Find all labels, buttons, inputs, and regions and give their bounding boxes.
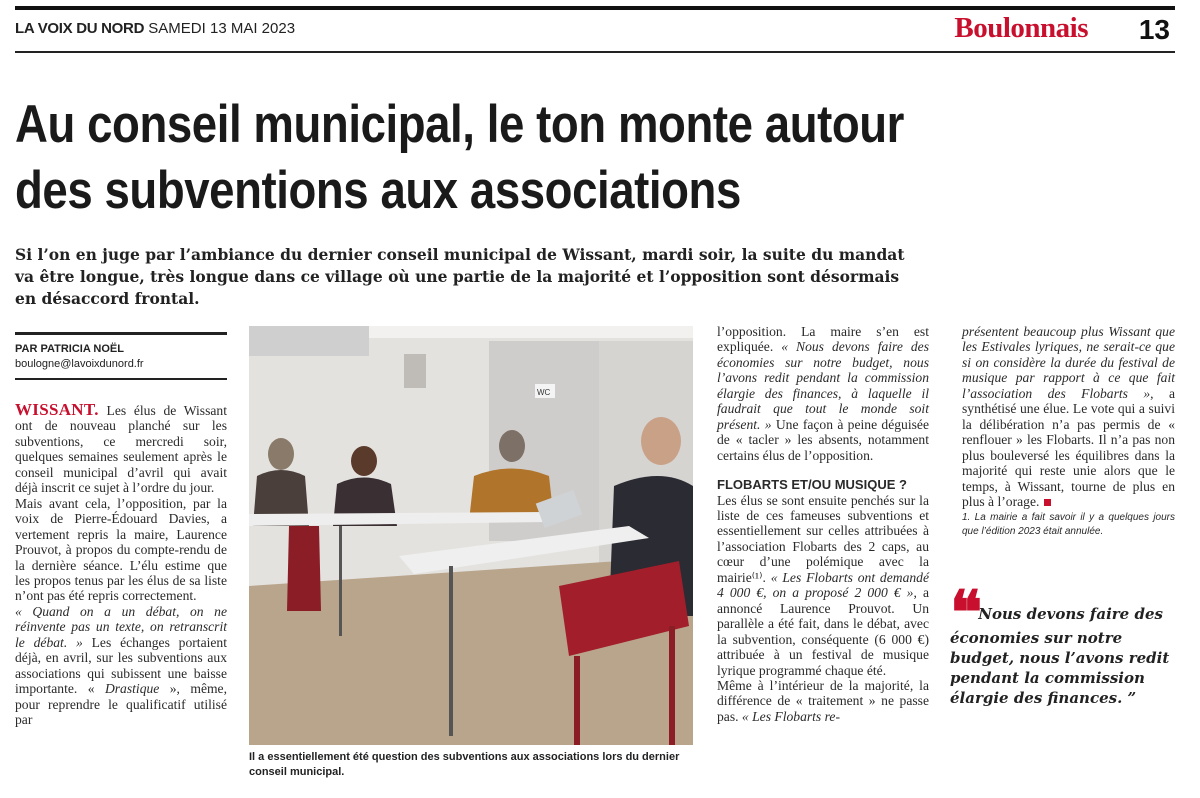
section-title: Boulonnais — [954, 12, 1088, 44]
quoted-text: Drastique — [94, 681, 170, 697]
quote-mark-icon: ❝ — [950, 578, 977, 648]
byline — [15, 342, 144, 372]
article-column-3 — [717, 324, 929, 724]
wc-sign: WC — [537, 388, 551, 397]
article-paragraph — [15, 402, 227, 496]
body-text: », même, pour reprendre le qualificatif utilisé par — [15, 681, 227, 728]
masthead — [15, 20, 295, 37]
article-column-1 — [15, 402, 227, 728]
page-number: 13 — [1138, 14, 1170, 45]
end-mark-icon — [1044, 499, 1051, 506]
quoted-text: « Les Flobarts re- — [741, 708, 840, 724]
body-text: , a synthétisé une élue. Le vote qui a suivi la délibération n’a pas permis de « renflouer » les Flobarts. Il n’a pas non plus bouleversé les équilibres dans la majorité qui reste unie alors que le temps, à Wissant, tourne de plus en plus à l’orage. — [962, 385, 1175, 509]
quoted-text: « Les Flobarts ont demandé 4 000 €, on a proposé 2 000 € » — [717, 569, 930, 601]
body-text: Les échanges portaient déjà, en avril, sur les subventions aux associations qui subissent une baisse importante. « — [15, 634, 227, 697]
pull-quote — [950, 578, 1175, 708]
article-paragraph — [717, 678, 929, 724]
body-text: Une façon à peine déguisée de « tacler » les absents, notamment certains élus de l’opposition. — [717, 416, 929, 463]
body-text: , a annoncé Laurence Prouvot. Un parallèle a été fait, dans le débat, avec la subvention, conséquente (6 000 €) attribuée à un festival de musique lyrique programmé chaque été. — [717, 585, 929, 678]
article-paragraph — [15, 496, 227, 604]
article-photo — [249, 326, 693, 745]
body-text: Mais avant cela, l’opposition, par la voix de Pierre-Édouard Davies, a vertement repris la maire, Laurence Prouvot, à propos du compte-rendu de la dernière séance. L’élu estime que les propos tenus par les élus de sa liste n’ont pas été repris correctement. — [15, 495, 227, 604]
dateline: WISSANT. — [15, 400, 99, 419]
body-text: l’opposition. La maire s’en est expliquée. — [717, 324, 929, 355]
article-paragraph — [717, 324, 929, 463]
author-email: boulogne@lavoixdunord.fr — [15, 358, 144, 370]
pull-quote-text: Nous devons faire des économies sur notre budget, nous l’avons redit pendant la commission élargie des finances. — [950, 605, 1170, 707]
paper-name: LA VOIX DU NORD — [15, 20, 145, 37]
quote-close: ” — [1127, 689, 1137, 707]
article-paragraph — [962, 324, 1175, 509]
top-rule — [15, 6, 1175, 10]
quoted-text: « Nous devons faire des économies sur notre budget, nous l’avons redit pendant la commission élargie des finances, à laquelle il faudrait que tout le monde soit présent. » — [717, 339, 929, 432]
body-text: Même à l’intérieur de la majorité, la différence de « traitement » ne passe pas. — [717, 677, 929, 724]
article-column-4 — [962, 324, 1175, 539]
subheading: FLOBARTS ET/OU MUSIQUE ? — [717, 477, 907, 493]
article-paragraph — [717, 493, 929, 678]
lead-paragraph: Si l’on en juge par l’ambiance du dernier conseil municipal de Wissant, mardi soir, la suite du mandat va être longue, très longue dans ce village où une partie de la majorité et l’opposition sont désormais en désaccord frontal. — [15, 245, 905, 308]
issue-date: SAMEDI 13 MAI 2023 — [148, 20, 296, 37]
quoted-text: présentent beaucoup plus Wissant que les Estivales lyriques, ne serait-ce que si on considère la durée du festival de musique par rapport à ce que fait l’association des Flobarts » — [962, 324, 1175, 401]
byline-rule — [15, 378, 227, 380]
headline — [15, 92, 1047, 224]
article-paragraph — [15, 604, 227, 728]
header-rule — [15, 51, 1175, 53]
body-text: Les élus se sont ensuite penchés sur la liste de ces fameuses subventions et essentiellement sur celles attribuées à l’association Flobarts des 2 caps, au cœur d’une polémique avec la mairie⁽¹⁾. — [717, 492, 929, 585]
body-text: Les élus de Wissant ont de nouveau planché sur les subventions, ce mercredi soir, quelques semaines seulement après le conseil municipal d’avril qui avait déjà inscrit ce sujet à l’ordre du jour. — [15, 403, 227, 496]
headline-line-2: des subventions aux associations — [15, 161, 741, 220]
photo-caption: Il a essentiellement été question des subventions aux associations lors du dernier conseil municipal. — [249, 751, 680, 778]
footnote: 1. La mairie a fait savoir il y a quelques jours que l’édition 2023 était annulée. — [962, 512, 1175, 538]
author: PAR PATRICIA NOËL — [15, 343, 124, 355]
meeting-photo — [249, 326, 693, 745]
quoted-text: « Quand on a un débat, on ne réinvente pas un texte, on retranscrit le débat. » — [15, 603, 227, 650]
headline-line-1: Au conseil municipal, le ton monte autour — [15, 95, 904, 154]
byline-rule — [15, 332, 227, 335]
